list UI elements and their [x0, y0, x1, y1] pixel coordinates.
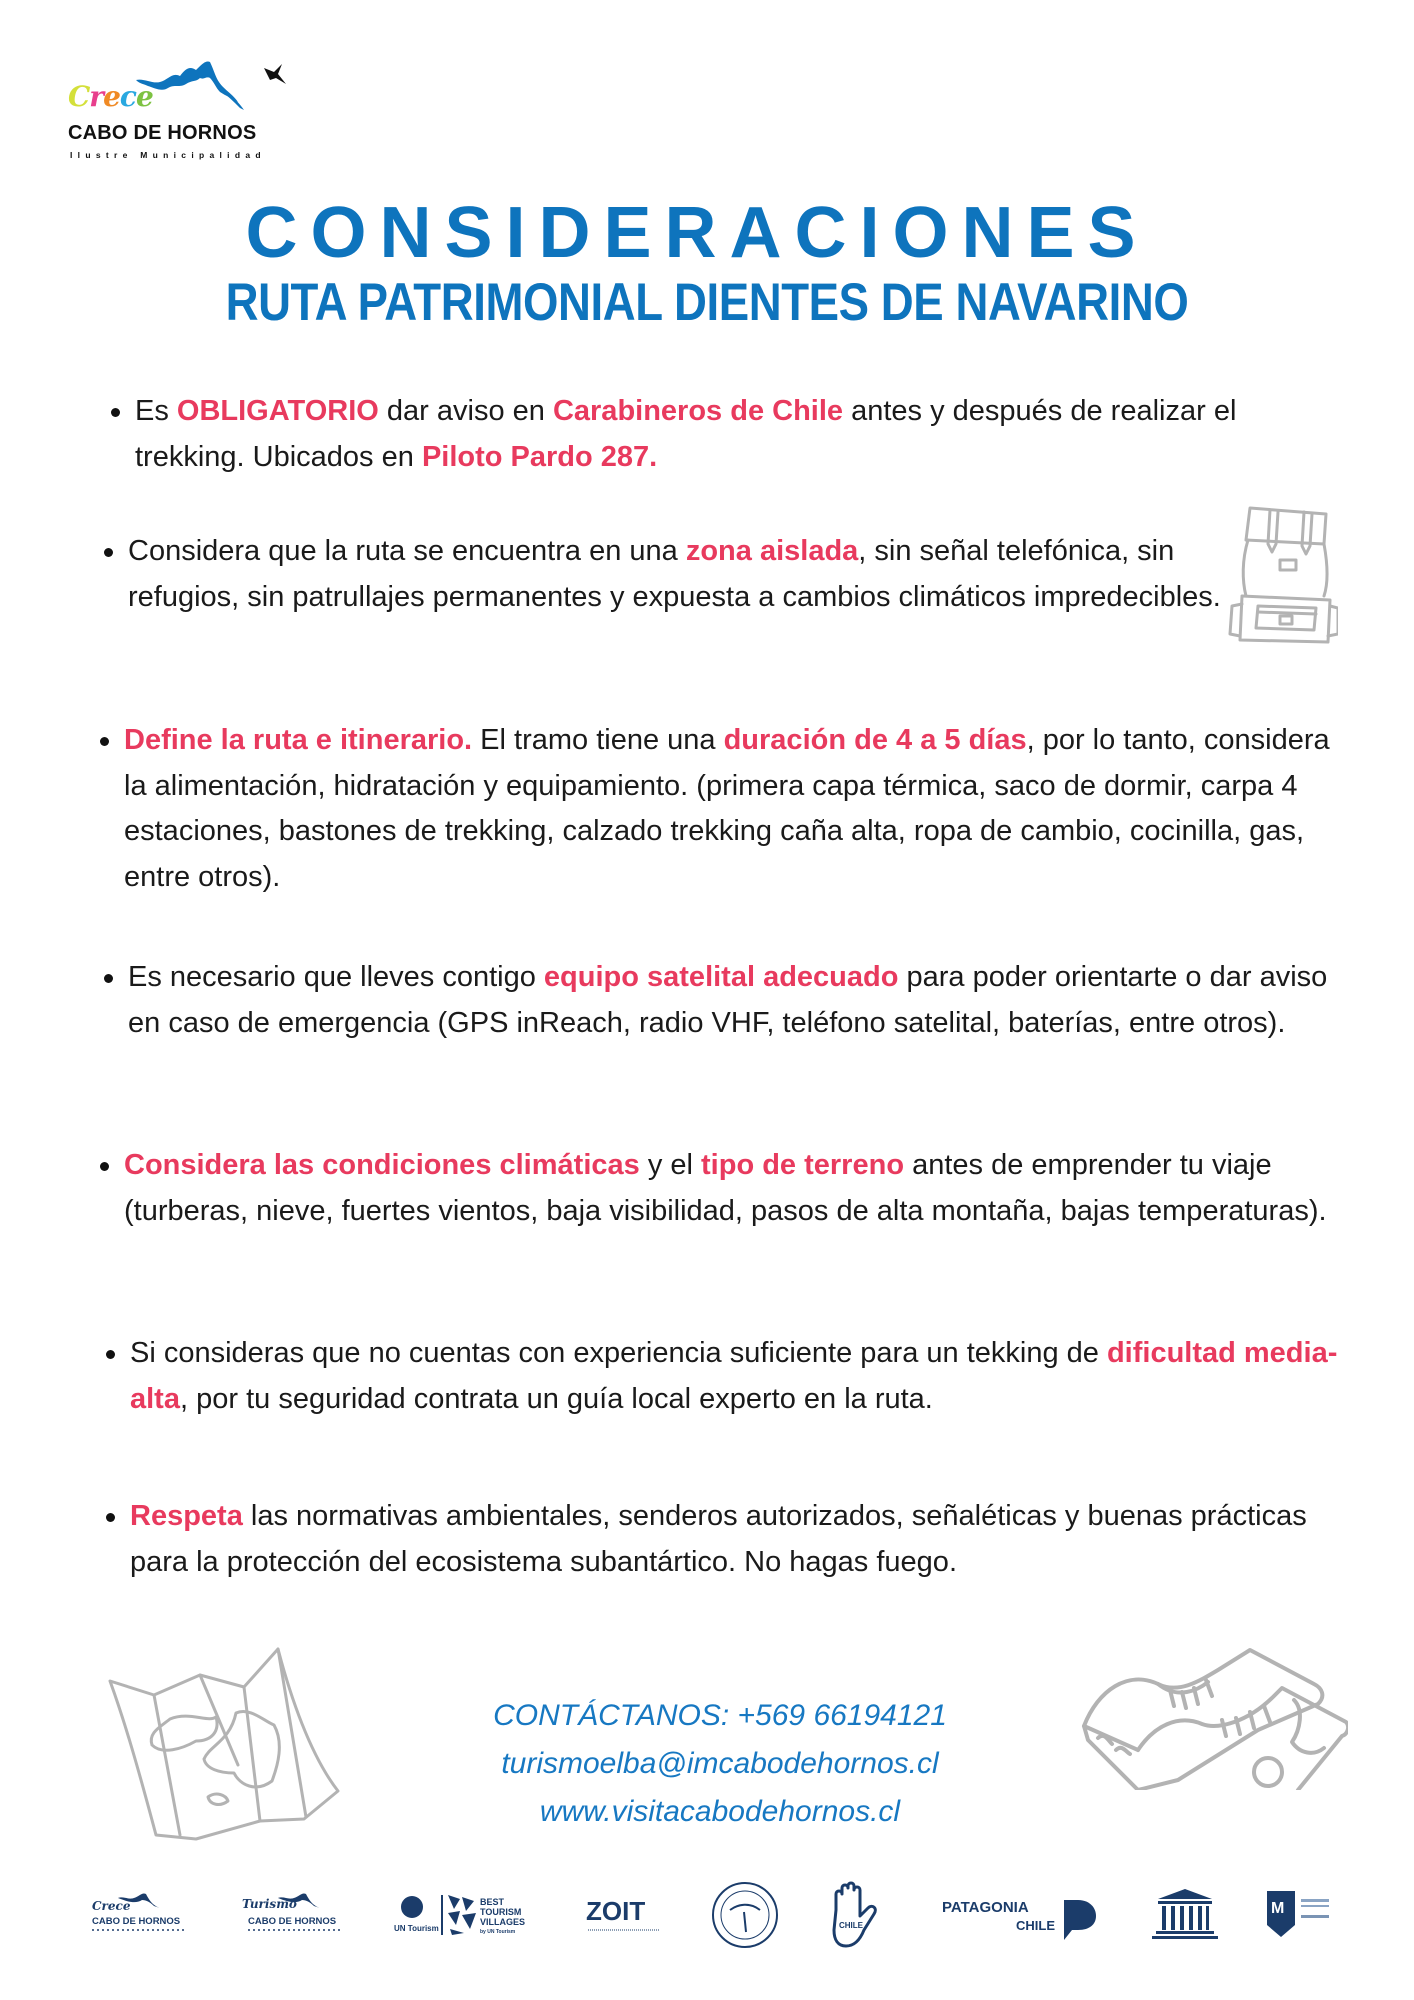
svg-text:UN Tourism: UN Tourism — [394, 1924, 439, 1933]
partner-logo-zoit — [580, 1870, 670, 1960]
bullet-condiciones-climaticas: Considera las condiciones climáticas y el tipo de terreno antes de emprender tu viaje (turberas, nieve, fuertes vientos, baja visibilidad, pasos de alta montaña, bajas temperaturas). — [124, 1143, 1354, 1234]
bullet-dot — [104, 974, 113, 983]
bullet-carabineros: Es OBLIGATORIO dar aviso en Carabineros de Chile antes y después de realizar el trekking. Ubicados en Piloto Pardo 287. — [135, 389, 1345, 480]
svg-text:PATAGONIA: PATAGONIA — [942, 1899, 1029, 1916]
svg-text:ZOIT: ZOIT — [586, 1896, 646, 1926]
bullet-itinerario: Define la ruta e itinerario. El tramo tiene una duración de 4 a 5 días, por lo tanto, considera la alimentación, hidratación y equipamiento. (primera capa térmica, saco de dormir, carpa 4 estaciones, bastones de trekking, calzado trekking caña alta, ropa de cambio, cocinilla, gas, entre otros). — [124, 718, 1354, 900]
bullet-dot — [111, 408, 120, 417]
backpack-icon — [1228, 500, 1338, 650]
contact-email[interactable]: turismoelba@imcabodehornos.cl — [501, 1747, 939, 1780]
bullet-dot — [104, 548, 113, 557]
bullet-dot — [100, 737, 109, 746]
bullet-equipo-satelital: Es necesario que lleves contigo equipo satelital adecuado para poder orientarte o dar aviso en caso de emergencia (GPS inReach, radio VHF, teléfono satelital, baterías, entre otros). — [128, 955, 1348, 1046]
partner-logo-crece — [90, 1870, 190, 1960]
svg-text:by UN Tourism: by UN Tourism — [480, 1929, 516, 1935]
svg-text:CABO DE HORNOS: CABO DE HORNOS — [248, 1916, 337, 1927]
bullet-respeta: Respeta las normativas ambientales, senderos autorizados, señaléticas y buenas prácticas para la protección del ecosistema subantártico. No hagas fuego. — [130, 1494, 1350, 1585]
contact-website[interactable]: www.visitacabodehornos.cl — [539, 1795, 901, 1828]
partner-logo-unesco — [1145, 1870, 1225, 1960]
svg-text:M: M — [1271, 1900, 1285, 1917]
logo-script-word: Crece — [68, 80, 153, 113]
partner-logo-turismo — [240, 1870, 350, 1960]
svg-text:BEST: BEST — [480, 1897, 505, 1907]
svg-text:CABO DE HORNOS: CABO DE HORNOS — [92, 1916, 181, 1927]
bullet-dot — [106, 1350, 115, 1359]
partner-logo-un-tourism — [390, 1870, 540, 1960]
svg-text:CHILE: CHILE — [1016, 1918, 1055, 1933]
logo-title: CABO DE HORNOS — [68, 122, 257, 144]
page-subtitle: RUTA PATRIMONIAL DIENTES DE NAVARINO — [225, 273, 1189, 332]
municipality-logo — [64, 58, 294, 168]
bullet-dot — [100, 1162, 109, 1171]
partner-logos — [80, 1870, 1340, 1970]
folded-map-icon — [100, 1645, 340, 1845]
logo-subtitle: Ilustre Municipalidad — [70, 150, 266, 160]
partner-logo-patagonia-chile — [940, 1870, 1100, 1960]
svg-text:Crece: Crece — [92, 1899, 131, 1913]
partner-logo-seal — [705, 1870, 785, 1960]
contact-block — [400, 1692, 1040, 1836]
partner-logo-chile-hand — [820, 1870, 890, 1960]
svg-text:Turismo: Turismo — [242, 1897, 297, 1911]
bullet-zona-aislada: Considera que la ruta se encuentra en una zona aislada, sin señal telefónica, sin refugios, sin patrullajes permanentes y expuesta a cambios climáticos impredecibles. — [128, 529, 1228, 620]
svg-text:CHILE: CHILE — [839, 1921, 863, 1930]
svg-text:VILLAGES: VILLAGES — [480, 1917, 526, 1927]
contact-phone[interactable]: CONTÁCTANOS: +569 66194121 — [493, 1699, 947, 1732]
hiking-boots-icon — [1078, 1630, 1348, 1790]
page-title: CONSIDERACIONES — [245, 193, 1149, 273]
bullet-dot — [106, 1513, 115, 1522]
bullet-dificultad: Si consideras que no cuentas con experiencia suficiente para un tekking de dificultad media-alta, por tu seguridad contrata un guía local experto en la ruta. — [130, 1331, 1350, 1422]
svg-text:TOURISM: TOURISM — [480, 1907, 522, 1917]
partner-logo-mt — [1260, 1870, 1340, 1960]
